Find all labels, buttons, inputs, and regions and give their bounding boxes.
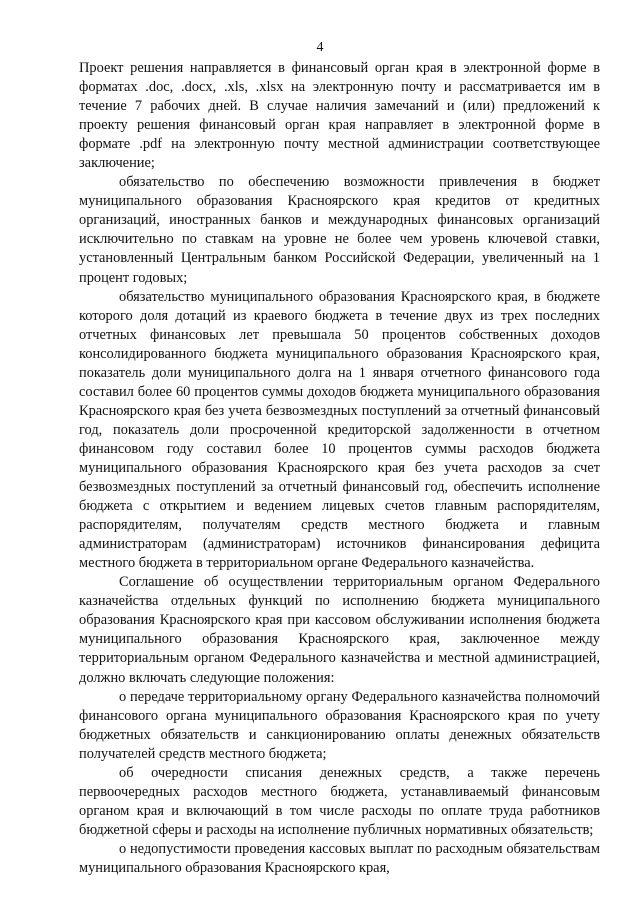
paragraph-agreement: Соглашение об осуществлении территориальным органом Федерального казначейства отдельных функций по исполнению бюджета муниципального образования Красноярского края при кассовом обслуживании исполнения бюджета муниципального образования Красноярского края, заключенное между территориальным органом Федерального казначейства и местной администрацией, должно включать следующие положения: — [79, 574, 600, 686]
paragraph-project-submission: Проект решения направляется в финансовый орган края в электронной форме в форматах .doc, .docx, .xls, .xlsx на электронную почту и рассматривается им в течение 7 рабочих дней. В случае наличия замечаний и (или) предложений к проекту решения финансовый орган края направляет в электронной форме в формате .pdf на электронную почту местной администрации соответствующее заключение; — [79, 60, 600, 172]
paragraph-transfer-powers: о передаче территориальному органу Федерального казначейства полномочий финансового органа муниципального образования Красноярского края по учету бюджетных обязательств и санкционированию оплаты денежных обязательств получателей средств местного бюджета; — [79, 688, 600, 762]
paragraph-payment-priority: об очередности списания денежных средств, а также перечень первоочередных расходов местного бюджета, устанавливаемый финансовым органом края и включающий в том числе расходы по оплате труда работников бюджетной сферы и расходы на исполнение публичных нормативных обязательств; — [79, 764, 600, 838]
page-number: 4 — [316, 40, 324, 55]
paragraph-treasury-obligation: обязательство муниципального образования Красноярского края, в бюджете которого доля дотаций из краевого бюджета в течение двух из трех последних отчетных финансовых лет превышала 50 процентов собственных доходов консолидированного бюджета муниципального образования Красноярского края, показатель доли муниципального долга на 1 января отчетного финансового года составил более 60 процентов суммы доходов бюджета муниципального образования Красноярского края без учета безвозмездных поступлений за отчетный финансовый год, показатель доли просроченной кредиторской задолженности в отчетном финансовом году составил более 10 процентов суммы расходов бюджета муниципального образования Красноярского края без учета расходов за счет безвозмездных поступлений за отчетный финансовый год, обеспечить исполнение бюджета с открытием и ведением лицевых счетов главным распорядителям, распорядителям, получателям средств местного бюджета и главным администраторам (администраторам) источников финансирования дефицита местного бюджета в территориальном органе Федерального казначейства. — [79, 288, 600, 572]
paragraph-payment-prohibition: о недопустимости проведения кассовых выплат по расходным обязательствам муниципального образования Красноярского края, — [79, 840, 600, 876]
document-body — [79, 59, 600, 878]
paragraph-credit-obligation: обязательство по обеспечению возможности привлечения в бюджет муниципального образования Красноярского края кредитов от кредитных организаций, иностранных банков и международных финансовых организаций исключительно по ставкам на уровне не более чем уровень ключевой ставки, установленный Центральным банком Российской Федерации, увеличенный на 1 процент годовых; — [79, 174, 600, 286]
